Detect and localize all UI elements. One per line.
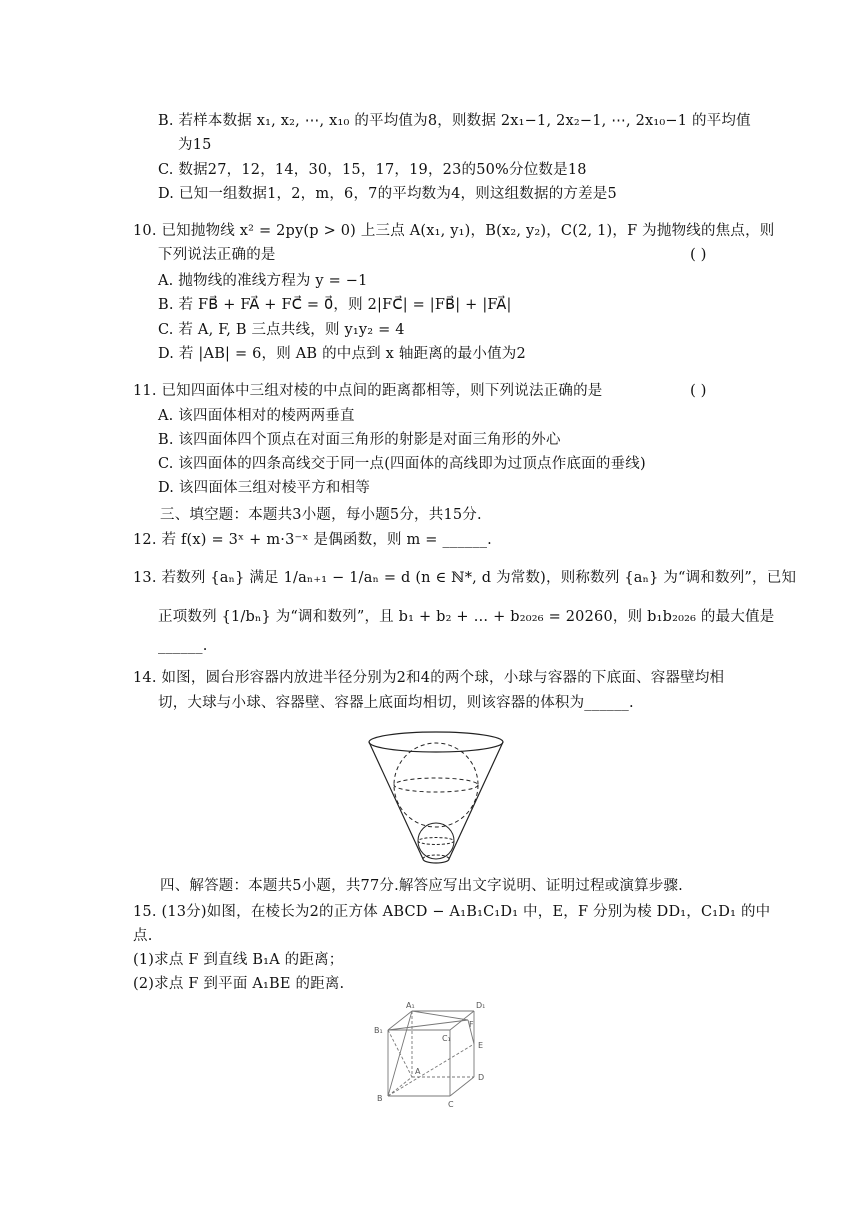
q11-option-a: A. 该四面体相对的棱两两垂直: [158, 408, 355, 424]
label-b1: B₁: [374, 1026, 383, 1035]
q11-stem: 11. 已知四面体中三组对棱的中点间的距离都相等，则下列说法正确的是: [133, 383, 603, 399]
q10-stem-line1: 10. 已知抛物线 x² = 2py(p > 0) 上三点 A(x₁, y₁)，B(x₂, y₂)，C(2, 1)，F 为抛物线的焦点，则: [133, 223, 775, 239]
q10-answer-paren: ( ): [690, 245, 707, 263]
q10-option-d: D. 若 |AB| = 6，则 AB 的中点到 x 轴距离的最小值为2: [158, 346, 526, 362]
q10-option-b: B. 若 FB⃗ + FA⃗ + FC⃗ = 0⃗，则 2|FC⃗| = |FB⃗| + |FA⃗|: [158, 297, 512, 313]
q10-option-c: C. 若 A, F, B 三点共线，则 y₁y₂ = 4: [158, 322, 405, 338]
frustum-spheres-figure: [367, 728, 507, 868]
q10-option-a: A. 抛物线的准线方程为 y = −1: [158, 273, 368, 289]
q15-line2: 点.: [133, 928, 153, 944]
q15-part1: (1)求点 F 到直线 B₁A 的距离；: [133, 952, 344, 968]
cube-figure: [370, 1000, 510, 1115]
label-a1: A₁: [406, 1001, 415, 1010]
q9-option-d: D. 已知一组数据1，2，m，6，7的平均数为4，则这组数据的方差是5: [158, 186, 617, 202]
label-a: A: [415, 1067, 421, 1076]
label-d1: D₁: [476, 1001, 486, 1010]
q9-option-c: C. 数据27，12，14，30，15，17，19，23的50%分位数是18: [158, 162, 587, 178]
q13-line3: ______.: [158, 638, 208, 654]
q14-line2: 切，大球与小球、容器壁、容器上底面均相切，则该容器的体积为______.: [158, 695, 634, 711]
q14-line1: 14. 如图，圆台形容器内放进半径分别为2和4的两个球，小球与容器的下底面、容器壁均相: [133, 670, 725, 686]
q11-answer-paren: ( ): [690, 381, 707, 399]
label-f: F: [469, 1020, 474, 1029]
label-d: D: [478, 1073, 485, 1082]
q13-line2: 正项数列 {1/bₙ} 为“调和数列”，且 b₁ + b₂ + … + b₂₀₂₆ = 20260，则 b₁b₂₀₂₆ 的最大值是: [158, 609, 775, 625]
q9-option-b-line2: 为15: [178, 137, 212, 153]
q15-line1: 15. (13分)如图，在棱长为2的正方体 ABCD − A₁B₁C₁D₁ 中，E，F 分别为棱 DD₁，C₁D₁ 的中: [133, 904, 771, 920]
label-c1: C₁: [442, 1034, 451, 1043]
section3-heading: 三、填空题：本题共3小题，每小题5分，共15分.: [160, 507, 482, 523]
label-c: C: [448, 1100, 454, 1109]
q15-part2: (2)求点 F 到平面 A₁BE 的距离.: [133, 976, 345, 992]
q11-option-c: C. 该四面体的四条高线交于同一点(四面体的高线即为过顶点作底面的垂线): [158, 456, 646, 472]
label-e: E: [478, 1041, 484, 1050]
label-b: B: [377, 1094, 383, 1103]
q11-option-b: B. 该四面体四个顶点在对面三角形的射影是对面三角形的外心: [158, 432, 561, 448]
q9-option-b-line1: B. 若样本数据 x₁, x₂, ⋯, x₁₀ 的平均值为8，则数据 2x₁−1, 2x₂−1, ⋯, 2x₁₀−1 的平均值: [158, 113, 751, 129]
q10-stem-line2: 下列说法正确的是: [158, 247, 276, 263]
q11-option-d: D. 该四面体三组对棱平方和相等: [158, 480, 371, 496]
section4-heading: 四、解答题：本题共5小题，共77分.解答应写出文字说明、证明过程或演算步骤.: [160, 878, 683, 894]
q12: 12. 若 f(x) = 3ˣ + m·3⁻ˣ 是偶函数，则 m = ______.: [133, 532, 492, 548]
q13-line1: 13. 若数列 {aₙ} 满足 1/aₙ₊₁ − 1/aₙ = d (n ∈ ℕ*, d 为常数)，则称数列 {aₙ} 为“调和数列”，已知: [133, 570, 797, 586]
